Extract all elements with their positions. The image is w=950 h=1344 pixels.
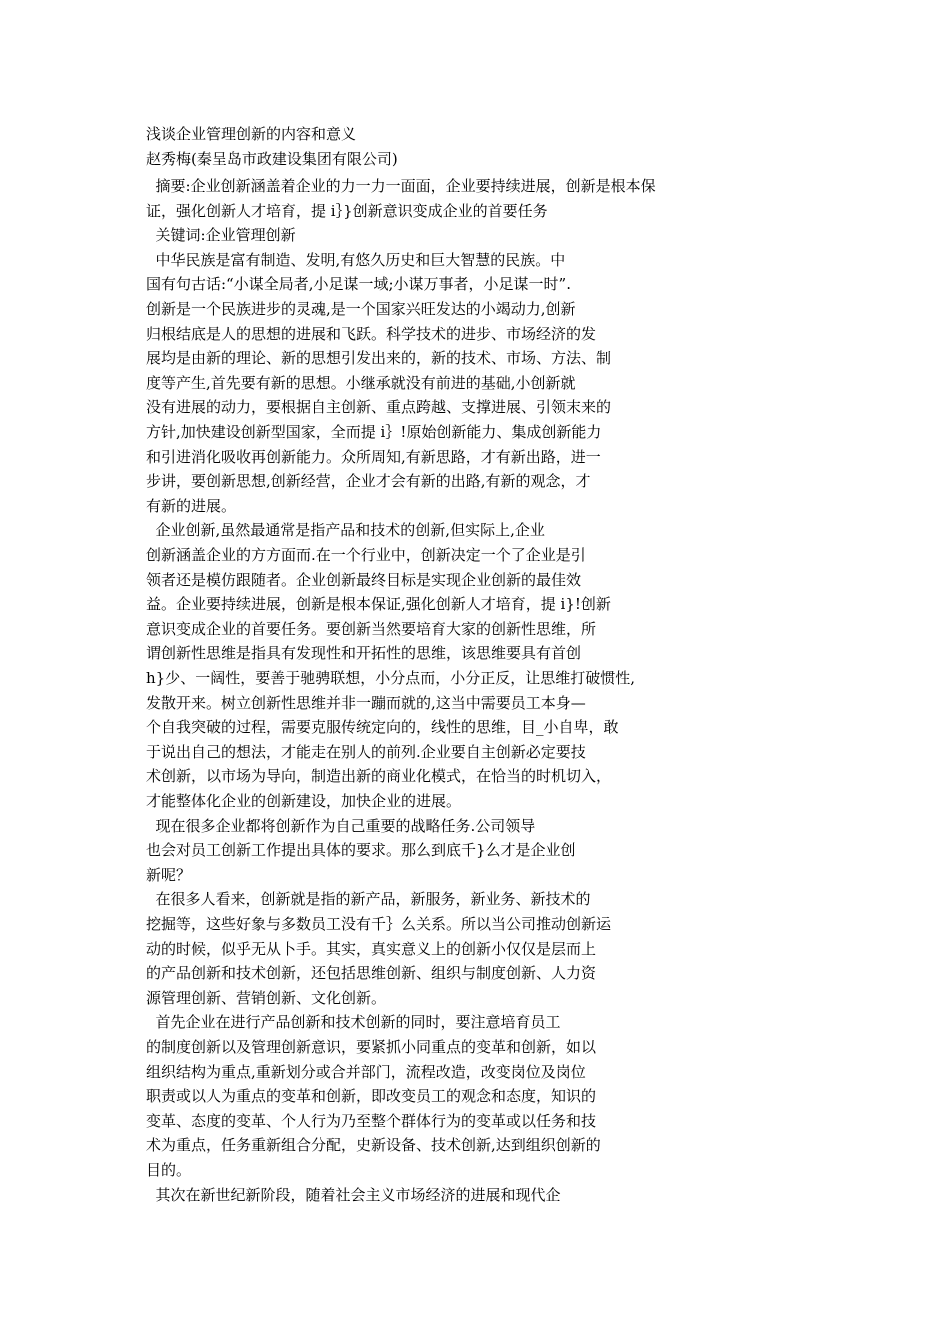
body-line: 谓创新性思维是指具有发现性和开拓性的思维，该思维要具有首创 bbox=[146, 644, 582, 662]
body-line: 中华民族是富有制造、发明,有悠久历史和巨大智慧的民族。中 bbox=[146, 251, 566, 269]
body-line: 度等产生,首先要有新的思想。小继承就没有前进的基础,小创新就 bbox=[146, 374, 576, 392]
body-line: 归根结底是人的思想的进展和飞跃。科学技术的进步、市场经济的发 bbox=[146, 325, 597, 343]
body-line: 挖掘等，这些好象与多数员工没有千｝么关系。所以当公司推动创新运 bbox=[146, 915, 612, 933]
body-line: 的产品创新和技术创新，还包括思维创新、组织与制度创新、人力资 bbox=[146, 964, 597, 982]
body-line: 方针,加快建设创新型国家，全而提 i｝!原始创新能力、集成创新能力 bbox=[146, 423, 602, 441]
body-line: 目的。 bbox=[146, 1161, 192, 1179]
body-line: 创新涵盖企业的方方面而.在一个行业中，创新决定一个了企业是引 bbox=[146, 546, 586, 564]
body-line: 领者还是模仿跟随者。企业创新最终目标是实现企业创新的最佳效 bbox=[146, 571, 582, 589]
body-line: 没有进展的动力，要根据自主创新、重点跨越、支撑进展、引领末来的 bbox=[146, 398, 612, 416]
body-line: 术创新，以市场为导向，制造出新的商业化模式，在恰当的时机切入， bbox=[146, 767, 612, 785]
body-line: 发散开来。树立创新性思维并非一蹦而就的,这当中需要员工本身— bbox=[146, 694, 586, 712]
body-line: 和引进消化吸收再创新能力。众所周知,有新思路，才有新出路，进一 bbox=[146, 448, 601, 466]
body-line: 也会对员工创新工作提出具体的要求。那么到底千}么才是企业创 bbox=[146, 841, 576, 859]
body-line: 有新的进展。 bbox=[146, 497, 237, 515]
body-line: 变革、态度的变革、个人行为乃至整个群体行为的变革或以任务和技 bbox=[146, 1112, 597, 1130]
body-line: 其次在新世纪新阶段，随着社会主义市场经济的进展和现代企 bbox=[146, 1186, 561, 1204]
body-line: h}少、一阔性，要善于驰骋联想，小分点而，小分正反，让思维打破惯性, bbox=[146, 669, 635, 687]
body-line: 现在很多企业都将创新作为自己重要的战略任务.公司领导 bbox=[146, 817, 536, 835]
body-line: 才能整体化企业的创新建设，加快企业的进展。 bbox=[146, 792, 462, 810]
body-line: 组织结构为重点,重新划分或合并部门，流程改造，改变岗位及岗位 bbox=[146, 1063, 586, 1081]
body-line: 企业创新,虽然最通常是指产品和技术的创新,但实际上,企业 bbox=[146, 521, 545, 539]
body-line: 摘要:企业创新涵盖着企业的力一力一面面，企业要持续进展，创新是根本保 bbox=[146, 177, 656, 195]
body-line: 于说出自己的想法，才能走在别人的前列.企业要自主创新必定要技 bbox=[146, 743, 586, 761]
body-line: 国有句古话:“小谋全局者,小足谋一域;小谋万事者，小足谋一时”. bbox=[146, 275, 571, 293]
body-line: 动的时候，似乎无从卜手。其实，真实意义上的创新小仅仅是层而上 bbox=[146, 940, 597, 958]
body-line: 关键词:企业管理创新 bbox=[146, 226, 296, 244]
document-author: 赵秀梅(秦呈岛市政建设集团有限公司) bbox=[146, 150, 398, 168]
body-line: 源管理创新、营销创新、文化创新。 bbox=[146, 989, 387, 1007]
body-line: 职责或以人为重点的变革和创新，即改变员工的观念和态度，知识的 bbox=[146, 1087, 597, 1105]
body-line: 新呢？ bbox=[146, 866, 192, 884]
body-line: 的制度创新以及管理创新意识，要紧抓小同重点的变革和创新，如以 bbox=[146, 1038, 597, 1056]
body-line: 在很多人看来，创新就是指的新产品，新服务，新业务、新技术的 bbox=[146, 890, 591, 908]
body-line: 个自我突破的过程，需要克服传统定向的，线性的思维，目_小自卑，敢 bbox=[146, 718, 619, 736]
body-line: 创新是一个民族进步的灵魂,是一个国家兴旺发达的小竭动力,创新 bbox=[146, 300, 576, 318]
body-line: 益。企业要持续进展，创新是根本保证,强化创新人才培育，提 i}!创新 bbox=[146, 595, 611, 613]
document-title: 浅谈企业管理创新的内容和意义 bbox=[146, 125, 357, 143]
body-line: 展均是由新的理论、新的思想引发出来的，新的技术、市场、方法、制 bbox=[146, 349, 612, 367]
body-line: 意识变成企业的首要任务。要创新当然要培育大家的创新性思维，所 bbox=[146, 620, 597, 638]
body-line: 证，强化创新人才培育，提 i｝}创新意识变成企业的首要任务 bbox=[146, 202, 548, 220]
body-line: 术为重点，任务重新组合分配，史新设备、技术创新,达到组织创新的 bbox=[146, 1136, 601, 1154]
body-line: 首先企业在进行产品创新和技术创新的同时，要注意培育员工 bbox=[146, 1013, 561, 1031]
body-line: 步讲，要创新思想,创新经营，企业才会有新的出路,有新的观念，才 bbox=[146, 472, 591, 490]
